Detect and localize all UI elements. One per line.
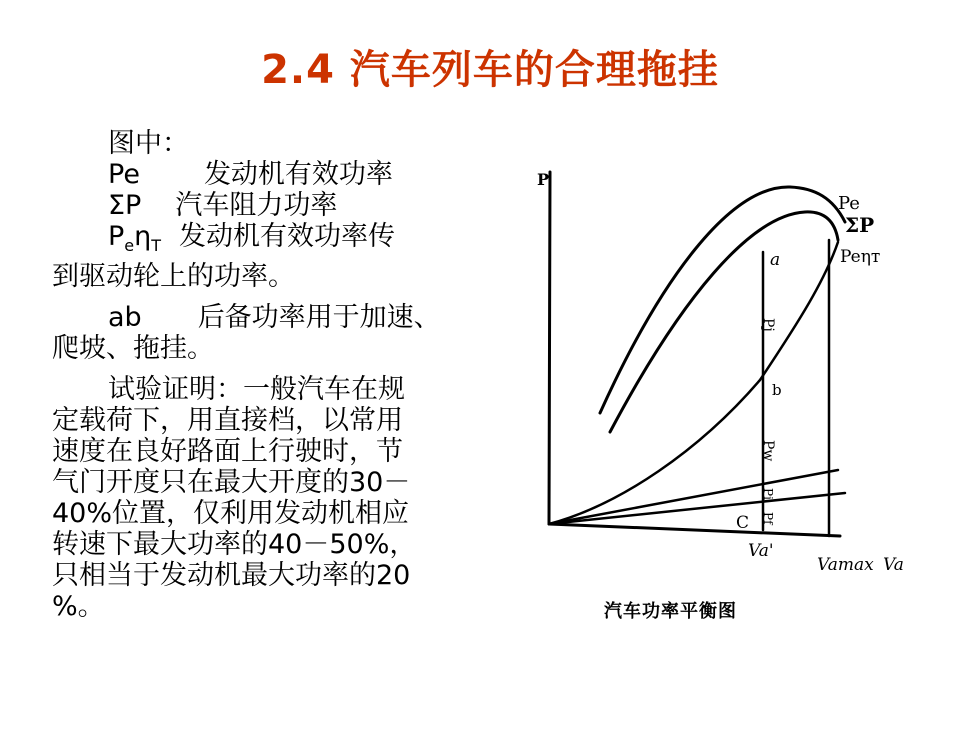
pf-label: Pf (761, 512, 775, 525)
sigma-p-symbol: ΣP (108, 190, 142, 221)
para-line-1: 试验证明：一般汽车在规 (108, 374, 405, 405)
pe-eta-description-2: 到驱动轮上的功率。 (52, 261, 295, 292)
pe-eta-symbol: $P_e\eta_T$ (108, 221, 162, 255)
pe-curve-label: Pe (838, 193, 860, 214)
point-a-label: a (770, 250, 781, 270)
y-axis (549, 172, 550, 524)
para-line-5: 40%位置，仅利用发动机相应 (52, 498, 410, 529)
intro-line: 图中： (108, 128, 189, 159)
point-c-label: C (736, 513, 750, 533)
ab-description-1: 后备功率用于加速、 (197, 302, 441, 333)
pj-label: Pj (760, 318, 776, 332)
pe-curve (600, 187, 845, 413)
vamax-label: Vamax (817, 555, 874, 575)
para-line-4: 气门开度只在最大开度的30－ (52, 467, 411, 498)
y-axis-label: P (537, 170, 550, 189)
sigma-p-curve-label: ΣP (845, 213, 875, 237)
para-line-2: 定载荷下，用直接档，以常用 (52, 405, 403, 436)
pe-eta-description-1: 发动机有效功率传 (179, 221, 396, 252)
para-line-6: 转速下最大功率的40－50%， (52, 529, 417, 560)
diagram-caption: 汽车功率平衡图 (604, 601, 737, 622)
ab-description-2: 爬坡、拖挂。 (52, 333, 214, 364)
pe-description: 发动机有效功率 (203, 159, 393, 190)
pe-symbol: Pe (108, 159, 140, 190)
pi-label: Pi (761, 488, 775, 500)
x-axis (549, 524, 840, 536)
point-b-label: b (772, 381, 782, 399)
pw-label: Pw (760, 440, 776, 462)
para-line-3: 速度在良好路面上行驶时，节 (52, 436, 403, 467)
page-title: 2.4 汽车列车的合理拖挂 (261, 47, 719, 93)
line-pi (549, 470, 838, 524)
va-prime-label: Va' (748, 541, 774, 561)
pe-eta-curve (610, 212, 838, 432)
para-line-7: 只相当于发动机最大功率的20 (52, 560, 411, 591)
sigma-p-description: 汽车阻力功率 (175, 190, 338, 221)
va-axis-label: Va (883, 555, 904, 575)
resistance-curve (549, 242, 838, 524)
para-line-8: %。 (52, 591, 105, 622)
pe-eta-curve-label: Peηт (840, 247, 881, 267)
ab-symbol: ab (108, 302, 142, 333)
